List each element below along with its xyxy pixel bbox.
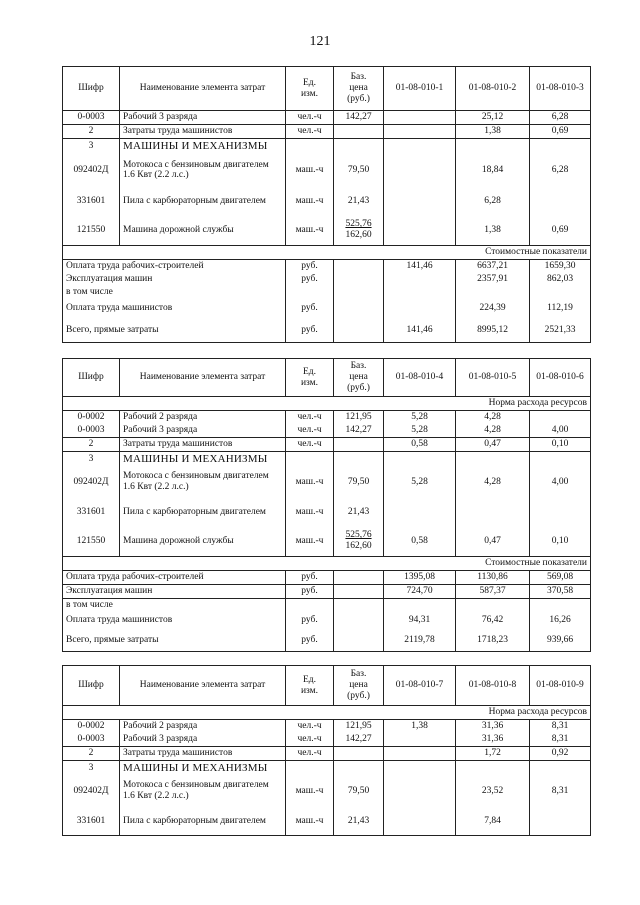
cell-name: Мотокоса с бензиновым двигателем 1.6 Квт (2.2 л.с.): [120, 466, 286, 498]
cell-unit: маш.-ч: [286, 807, 334, 835]
cell-value: 31,36: [456, 733, 530, 746]
table-row: [63, 733, 591, 746]
cell-value: 370,58: [530, 584, 591, 598]
header-name: Наименование элемента затрат: [120, 666, 286, 706]
cell-value: 141,46: [384, 319, 456, 343]
cell-value: [384, 775, 456, 807]
cell-code: 2: [63, 124, 120, 138]
cell-value: [530, 187, 591, 215]
cell-name: Машина дорожной службы: [120, 215, 286, 245]
page-number: 121: [309, 34, 331, 49]
table-row: [63, 706, 591, 720]
cell-unit: маш.-ч: [286, 466, 334, 498]
table-row: [63, 424, 591, 437]
cell-name: Всего, прямые затраты: [63, 319, 286, 343]
cell-unit: руб.: [286, 259, 334, 272]
cell-value: 4,00: [530, 466, 591, 498]
cell-value: [384, 498, 456, 526]
table-row: [63, 630, 591, 652]
cell-value: 724,70: [384, 584, 456, 598]
cell-code: 0-0003: [63, 733, 120, 746]
cell-value: [384, 807, 456, 835]
cell-value: 6,28: [456, 187, 530, 215]
table-row: [63, 598, 591, 611]
cell-code: 092402Д: [63, 153, 120, 187]
table-row: [63, 807, 591, 835]
cell-price: [334, 124, 384, 138]
table-row: [63, 437, 591, 451]
header-unit: Ед. изм.: [286, 67, 334, 111]
estimate-table-3: [62, 665, 591, 836]
table-row: [63, 719, 591, 732]
table-row: [63, 187, 591, 215]
table-row: [63, 153, 591, 187]
cell-code: 092402Д: [63, 775, 120, 807]
cell-value: 0,10: [530, 526, 591, 556]
cell-unit: чел.-ч: [286, 410, 334, 423]
cell-unit: чел.-ч: [286, 424, 334, 437]
section-title: МАШИНЫ И МЕХАНИЗМЫ: [120, 451, 286, 466]
cell-value: 4,00: [530, 424, 591, 437]
cell-value: 1,38: [456, 215, 530, 245]
cost-indicators-label: Стоимостные показатели: [63, 556, 591, 570]
table-row: [63, 570, 591, 584]
header-col-3: 01-08-010-6: [530, 359, 591, 397]
cell-code: 2: [63, 437, 120, 451]
cell-value: [384, 733, 456, 746]
cell-value: [384, 215, 456, 245]
table-row: [63, 526, 591, 556]
table-row: [63, 498, 591, 526]
table-row: [63, 584, 591, 598]
cell-unit: маш.-ч: [286, 775, 334, 807]
cell-value: 31,36: [456, 719, 530, 732]
cell-name: Рабочий 2 разряда: [120, 410, 286, 423]
cell-value: [384, 187, 456, 215]
cell-value: 25,12: [456, 111, 530, 125]
cell-value: 8,31: [530, 733, 591, 746]
cell-value: 2119,78: [384, 630, 456, 652]
cell-value: 224,39: [456, 299, 530, 319]
cell-value: 1130,86: [456, 570, 530, 584]
header-code: Шифр: [63, 359, 120, 397]
header-col-2: 01-08-010-5: [456, 359, 530, 397]
header-code: Шифр: [63, 666, 120, 706]
cell-name: Эксплуатация машин: [63, 584, 286, 598]
cell-value: 16,26: [530, 612, 591, 630]
section-title: МАШИНЫ И МЕХАНИЗМЫ: [120, 138, 286, 153]
table-row: [63, 466, 591, 498]
cell-name: Затраты труда машинистов: [120, 437, 286, 451]
cell-value: 6,28: [530, 153, 591, 187]
table-row: [63, 245, 591, 259]
cell-price: 21,43: [334, 498, 384, 526]
header-col-3: 01-08-010-9: [530, 666, 591, 706]
cell-value: 587,37: [456, 584, 530, 598]
cell-code: 331601: [63, 187, 120, 215]
cell-value: 0,92: [530, 746, 591, 760]
table-row: [63, 259, 591, 272]
cell-value: 6,28: [530, 111, 591, 125]
cell-value: 1659,30: [530, 259, 591, 272]
cell-code: 331601: [63, 498, 120, 526]
cell-code: 092402Д: [63, 466, 120, 498]
cell-value: 0,69: [530, 124, 591, 138]
cell-value: 18,84: [456, 153, 530, 187]
cell-value: 4,28: [456, 466, 530, 498]
cell-price: 142,27: [334, 111, 384, 125]
cell-unit: маш.-ч: [286, 498, 334, 526]
cell-name: Затраты труда машинистов: [120, 124, 286, 138]
cell-name: Оплата труда машинистов: [63, 299, 286, 319]
cell-value: 0,58: [384, 526, 456, 556]
cost-indicators-label: Стоимостные показатели: [63, 245, 591, 259]
header-col-3: 01-08-010-3: [530, 67, 591, 111]
table-row: [63, 760, 591, 775]
cell-price: 525,76 162,60: [334, 215, 384, 245]
cell-value: 5,28: [384, 410, 456, 423]
cell-price: 79,50: [334, 466, 384, 498]
cell-value: 112,19: [530, 299, 591, 319]
table-row: [63, 775, 591, 807]
cell-name: Рабочий 3 разряда: [120, 733, 286, 746]
cell-value: 8995,12: [456, 319, 530, 343]
cell-name: Рабочий 2 разряда: [120, 719, 286, 732]
header-name: Наименование элемента затрат: [120, 67, 286, 111]
cell-name: Рабочий 3 разряда: [120, 424, 286, 437]
table-header-row: [63, 359, 591, 397]
cell-value: [384, 273, 456, 286]
cell-value: 0,47: [456, 526, 530, 556]
cell-name: Пила с карбюраторным двигателем: [120, 807, 286, 835]
estimate-table-1: [62, 66, 591, 343]
header-price: Баз. цена (руб.): [334, 666, 384, 706]
header-col-1: 01-08-010-7: [384, 666, 456, 706]
cell-price: 121,95: [334, 410, 384, 423]
cell-code: 3: [63, 451, 120, 466]
cell-value: 1395,08: [384, 570, 456, 584]
table-row: [63, 299, 591, 319]
table-row: [63, 556, 591, 570]
cell-value: [384, 153, 456, 187]
header-col-2: 01-08-010-2: [456, 67, 530, 111]
cell-code: 0-0003: [63, 424, 120, 437]
cell-value: 0,58: [384, 437, 456, 451]
cell-unit: руб.: [286, 612, 334, 630]
cell-value: 1,38: [384, 719, 456, 732]
cell-price: 121,95: [334, 719, 384, 732]
cell-value: 7,84: [456, 807, 530, 835]
estimate-table-2: [62, 358, 591, 652]
cell-value: 5,28: [384, 466, 456, 498]
cell-value: 5,28: [384, 424, 456, 437]
header-price: Баз. цена (руб.): [334, 67, 384, 111]
cell-name: Мотокоса с бензиновым двигателем 1.6 Квт (2.2 л.с.): [120, 775, 286, 807]
table-row: [63, 138, 591, 153]
cell-price: 142,27: [334, 424, 384, 437]
header-unit: Ед. изм.: [286, 666, 334, 706]
table-header-row: [63, 666, 591, 706]
table-row: [63, 319, 591, 343]
cell-code: 3: [63, 138, 120, 153]
table-row: [63, 397, 591, 411]
header-price: Баз. цена (руб.): [334, 359, 384, 397]
cell-name: Оплата труда рабочих-строителей: [63, 570, 286, 584]
header-unit: Ед. изм.: [286, 359, 334, 397]
cell-code: 0-0002: [63, 719, 120, 732]
cell-value: 6637,21: [456, 259, 530, 272]
resource-norm-label: Норма расхода ресурсов: [63, 706, 591, 720]
cell-value: [384, 746, 456, 760]
cell-code: 0-0003: [63, 111, 120, 125]
cell-price: 79,50: [334, 153, 384, 187]
cell-value: 4,28: [456, 410, 530, 423]
cell-value: 0,69: [530, 215, 591, 245]
cell-value: [456, 498, 530, 526]
cell-value: 1,38: [456, 124, 530, 138]
cell-unit: чел.-ч: [286, 719, 334, 732]
cell-name: в том числе: [63, 286, 286, 299]
cell-name: Оплата труда рабочих-строителей: [63, 259, 286, 272]
header-col-2: 01-08-010-8: [456, 666, 530, 706]
cell-unit: руб.: [286, 273, 334, 286]
header-code: Шифр: [63, 67, 120, 111]
header-name: Наименование элемента затрат: [120, 359, 286, 397]
cell-value: 4,28: [456, 424, 530, 437]
cell-name: Оплата труда машинистов: [63, 612, 286, 630]
cell-name: Эксплуатация машин: [63, 273, 286, 286]
cell-unit: руб.: [286, 299, 334, 319]
cell-value: [384, 299, 456, 319]
cell-name: Пила с карбюраторным двигателем: [120, 187, 286, 215]
header-col-1: 01-08-010-1: [384, 67, 456, 111]
cell-unit: маш.-ч: [286, 215, 334, 245]
cell-unit: чел.-ч: [286, 111, 334, 125]
section-title: МАШИНЫ И МЕХАНИЗМЫ: [120, 760, 286, 775]
cell-value: 862,03: [530, 273, 591, 286]
cell-unit: маш.-ч: [286, 187, 334, 215]
cell-value: 2521,33: [530, 319, 591, 343]
cell-value: 76,42: [456, 612, 530, 630]
cell-value: [384, 124, 456, 138]
cell-unit: чел.-ч: [286, 746, 334, 760]
cell-value: 141,46: [384, 259, 456, 272]
cell-value: 1718,23: [456, 630, 530, 652]
cell-value: 0,10: [530, 437, 591, 451]
cell-code: 331601: [63, 807, 120, 835]
cell-code: 2: [63, 746, 120, 760]
cell-name: Всего, прямые затраты: [63, 630, 286, 652]
cell-price: 142,27: [334, 733, 384, 746]
table-row: [63, 124, 591, 138]
cell-value: [530, 498, 591, 526]
cell-unit: руб.: [286, 319, 334, 343]
table-row: [63, 746, 591, 760]
cell-unit: чел.-ч: [286, 437, 334, 451]
cell-value: 8,31: [530, 775, 591, 807]
cell-code: 121550: [63, 526, 120, 556]
cell-code: 121550: [63, 215, 120, 245]
cell-value: 8,31: [530, 719, 591, 732]
cell-price: 79,50: [334, 775, 384, 807]
cell-price: 525,76 162,60: [334, 526, 384, 556]
cell-value: 23,52: [456, 775, 530, 807]
cell-unit: руб.: [286, 630, 334, 652]
resource-norm-label: Норма расхода ресурсов: [63, 397, 591, 411]
table-row: [63, 612, 591, 630]
table-row: [63, 410, 591, 423]
cell-code: 0-0002: [63, 410, 120, 423]
cell-unit: чел.-ч: [286, 733, 334, 746]
cell-name: Пила с карбюраторным двигателем: [120, 498, 286, 526]
table-row: [63, 111, 591, 125]
cell-unit: маш.-ч: [286, 526, 334, 556]
table-row: [63, 215, 591, 245]
table-row: [63, 273, 591, 286]
cell-value: [530, 410, 591, 423]
cell-price: 21,43: [334, 187, 384, 215]
cell-value: 2357,91: [456, 273, 530, 286]
cell-code: 3: [63, 760, 120, 775]
cell-name: в том числе: [63, 598, 286, 611]
cell-name: Рабочий 3 разряда: [120, 111, 286, 125]
cell-value: 1,72: [456, 746, 530, 760]
cell-value: 569,08: [530, 570, 591, 584]
table-row: [63, 286, 591, 299]
cell-unit: маш.-ч: [286, 153, 334, 187]
cell-name: Затраты труда машинистов: [120, 746, 286, 760]
cell-name: Машина дорожной службы: [120, 526, 286, 556]
cell-unit: руб.: [286, 584, 334, 598]
header-col-1: 01-08-010-4: [384, 359, 456, 397]
cell-unit: чел.-ч: [286, 124, 334, 138]
cell-unit: руб.: [286, 570, 334, 584]
cell-value: [384, 111, 456, 125]
cell-value: 0,47: [456, 437, 530, 451]
table-header-row: [63, 67, 591, 111]
table-row: [63, 451, 591, 466]
cell-price: 21,43: [334, 807, 384, 835]
cell-name: Мотокоса с бензиновым двигателем 1.6 Квт (2.2 л.с.): [120, 153, 286, 187]
cell-value: 939,66: [530, 630, 591, 652]
cell-value: [530, 807, 591, 835]
cell-value: 94,31: [384, 612, 456, 630]
